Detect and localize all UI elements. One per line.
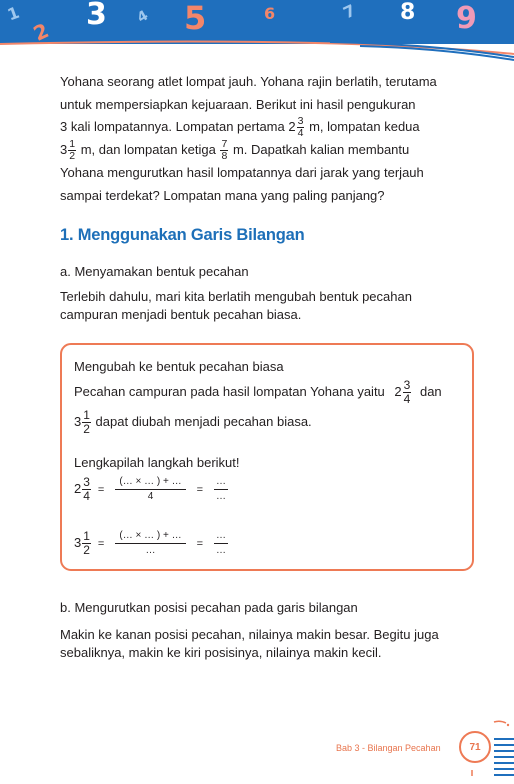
exercise-box — [60, 343, 474, 571]
subsection-b-paragraph: Makin ke kanan posisi pecahan, nilainya makin besar. Begitu juga sebaliknya, makin ke kiri posisinya, nilainya makin kecil. — [60, 627, 439, 660]
exercise-box-title: Mengubah ke bentuk pecahan biasa — [74, 359, 284, 374]
intro-line-2: untuk mempersiapkan kejuaraan. Berikut ini hasil pengukuran — [60, 96, 416, 112]
equation-1-result[interactable]: $\frac{\dots}{\dots}$ — [216, 476, 227, 502]
exercise-box-line-2: 3 $\frac{1}{2}$ dapat diubah menjadi pecahan biasa. — [74, 408, 312, 436]
exercise-instruction: Lengkapilah langkah berikut! — [74, 455, 240, 470]
subsection-a-paragraph: Terlebih dahulu, mari kita berlatih mengubah bentuk pecahan campuran menjadi bentuk pecahan biasa. — [60, 289, 412, 322]
header-digit-9: 9 — [456, 1, 477, 36]
mixed-fraction-first-jump: 2 $\frac{3}{4}$ — [288, 115, 304, 140]
equation-2: 3 $\frac{1}{2}$ = $\frac{(\dots \times \dots ) + \dots}{\dots}$ = $\frac{\dots}{\dots}$ — [74, 529, 227, 557]
header-digit-4: 4 — [134, 7, 152, 27]
footer-decoration — [454, 714, 514, 784]
intro-line-1: Yohana seorang atlet lompat jauh. Yohana rajin berlatih, terutama — [60, 74, 437, 89]
page-number: 71 — [459, 731, 491, 763]
header-digit-8: 8 — [400, 0, 416, 25]
header-digit-5: 5 — [184, 0, 207, 37]
header-digit-1: 1 — [4, 2, 22, 25]
section-heading: 1. Menggunakan Garis Bilangan — [60, 226, 305, 244]
subsection-b-label: b. Mengurutkan posisi pecahan pada garis bilangan — [60, 600, 358, 615]
equation-2-blank-fraction[interactable]: $\frac{(\dots \times \dots ) + \dots}{\dots}$ — [115, 529, 185, 558]
intro-line-6: sampai terdekat? Lompatan mana yang paling panjang? — [60, 187, 385, 203]
header-digit-3: 3 — [86, 0, 107, 32]
header-digit-6: 6 — [264, 4, 276, 23]
header-digit-7: 7 — [340, 0, 359, 23]
subsection-a-label: a. Menyamakan bentuk pecahan — [60, 264, 249, 279]
intro-line-4: 3 $\frac{1}{2}$ m, dan lompatan ketiga $\frac{7}{8}$ m. Dapatkah kalian membantu — [60, 138, 410, 163]
intro-line-5: Yohana mengurutkan hasil lompatannya dari jarak yang terjauh — [60, 165, 424, 181]
header-digit-2: 2 — [29, 18, 53, 46]
exercise-mixed-fraction-2: 3 $\frac{1}{2}$ — [74, 408, 90, 436]
footer-chapter-title: Bab 3 - Bilangan Pecahan — [336, 743, 441, 753]
intro-line-3: 3 kali lompatannya. Lompatan pertama 2 $\frac{3}{4}$ m, lompatan kedua — [60, 115, 420, 140]
equation-2-result[interactable]: $\frac{\dots}{\dots}$ — [216, 530, 227, 556]
exercise-box-line-1: Pecahan campuran pada hasil lompatan Yohana yaitu 2 $\frac{3}{4}$ dan — [74, 378, 442, 406]
fraction-third-jump: $\frac{7}{8}$ — [221, 138, 228, 163]
intro-paragraph — [60, 71, 474, 207]
equation-1: 2 $\frac{3}{4}$ = $\frac{(\dots \times \dots ) + \dots}{4}$ = $\frac{\dots}{\dots}$ — [74, 475, 227, 503]
mixed-fraction-second-jump: 3 $\frac{1}{2}$ — [60, 138, 76, 163]
header-banner — [0, 0, 514, 62]
equation-1-blank-fraction[interactable]: $\frac{(\dots \times \dots ) + \dots}{4}$ — [115, 475, 185, 504]
header-background — [0, 0, 514, 62]
exercise-mixed-fraction-1: 2 $\frac{3}{4}$ — [394, 378, 411, 406]
